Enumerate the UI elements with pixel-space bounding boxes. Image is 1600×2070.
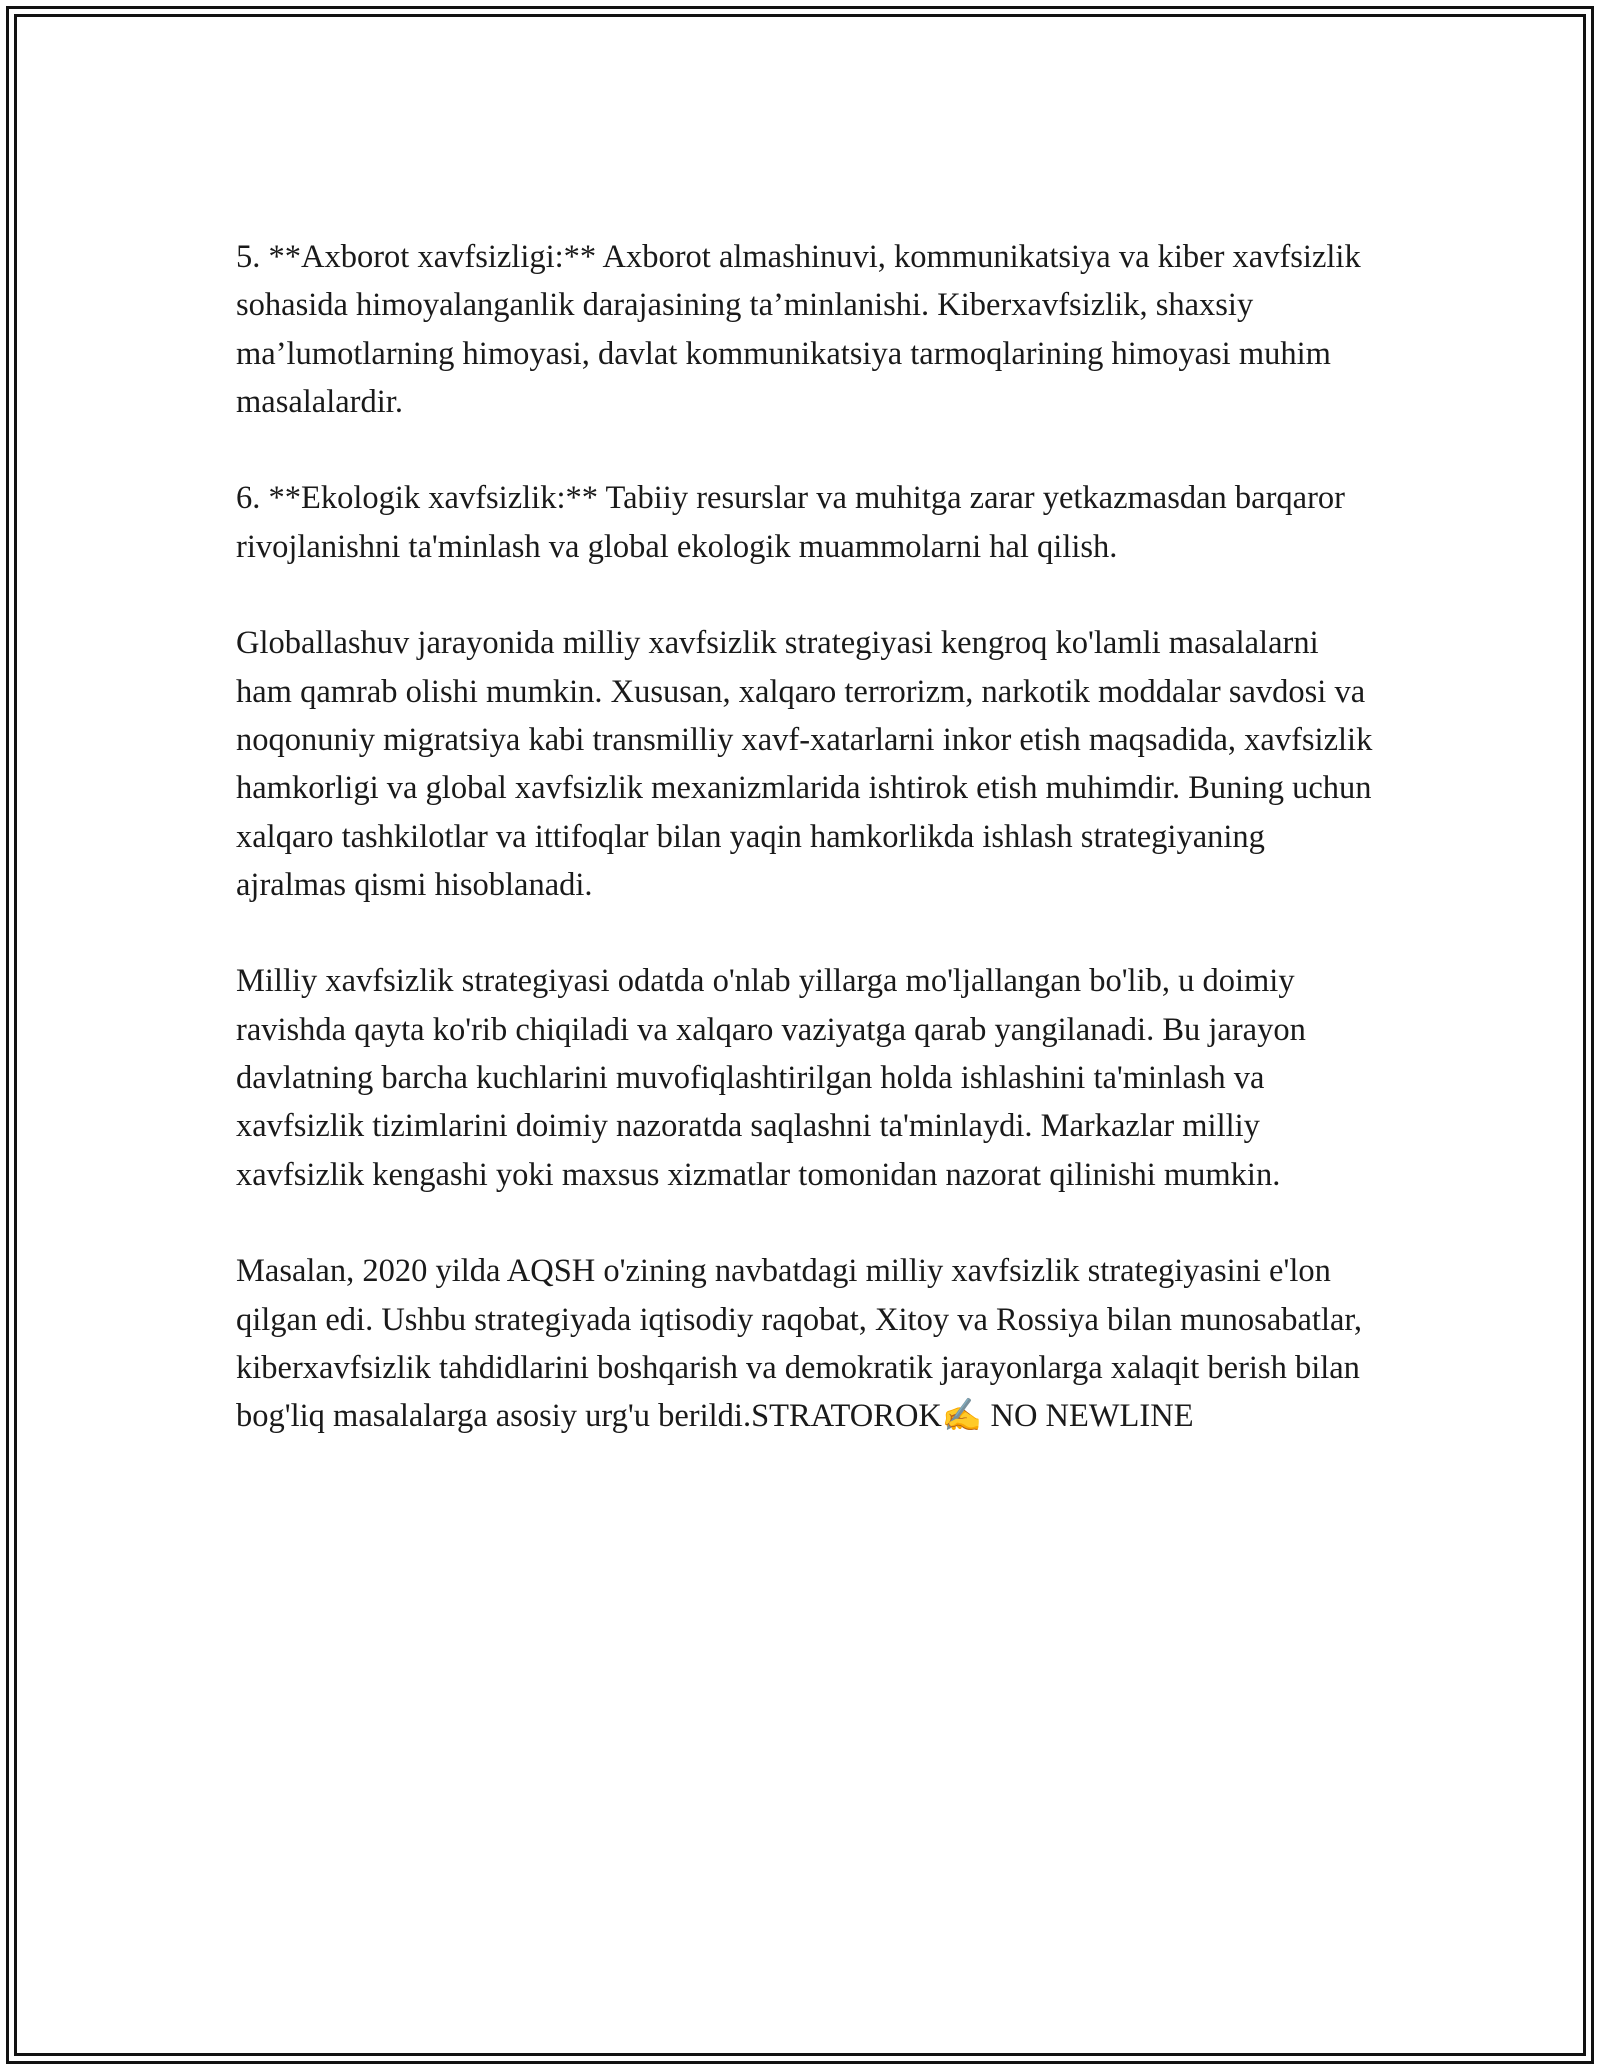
document-body (236, 233, 1376, 1440)
paragraph-ecological-security: 6. **Ekologik xavfsizlik:** Tabiiy resurslar va muhitga zarar yetkazmasdan barqaror rivojlanishni ta'minlash va global ekologik muammolarni hal qilish. (236, 480, 1345, 565)
paragraph-globalization: Globallashuv jarayonida milliy xavfsizlik strategiyasi kengroq ko'lamli masalalarni ham qamrab olishi mumkin. Xususan, xalqaro terrorizm, narkotik moddalar savdosi va noqonuniy migratsiya kabi transmilliy xavf-xatarlarni inkor etish maqsadida, xavfsizlik hamkorligi va global xavfsizlik mexanizmlarida ishtirok etish muhimdir. Buning uchun xalqaro tashkilotlar va ittifoqlar bilan yaqin hamkorlikda ishlash strategiyaning ajralmas qismi hisoblanadi. (236, 625, 1373, 903)
paragraph-strategy-review: Milliy xavfsizlik strategiyasi odatda o'nlab yillarga mo'ljallangan bo'lib, u doimiy ravishda qayta ko'rib chiqiladi va xalqaro vaziyatga qarab yangilanadi. Bu jarayon davlatning barcha kuchlarini muvofiqlashtirilgan holda ishlashini ta'minlash va xavfsizlik tizimlarini doimiy nazoratda saqlashni ta'minlaydi. Markazlar milliy xavfsizlik kengashi yoki maxsus xizmatlar tomonidan nazorat qilinishi mumkin. (236, 963, 1306, 1193)
paragraph-information-security: 5. **Axborot xavfsizligi:** Axborot almashinuvi, kommunikatsiya va kiber xavfsizlik sohasida himoyalanganlik darajasining ta’minlanishi. Kiberxavfsizlik, shaxsiy ma’lumotlarning himoyasi, davlat kommunikatsiya tarmoqlarining himoyasi muhim masalalardir. (236, 239, 1361, 420)
paragraph-usa-example: Masalan, 2020 yilda AQSH o'zining navbatdagi milliy xavfsizlik strategiyasini e'lon qilgan edi. Ushbu strategiyada iqtisodiy raqobat, Xitoy va Rossiya bilan munosabatlar, kiberxavfsizlik tahdidlarini boshqarish va demokratik jarayonlarga xalaqit berish bilan bog'liq masalalarga asosiy urg'u berildi.STRATOROK✍ NO NEWLINE (236, 1253, 1363, 1435)
